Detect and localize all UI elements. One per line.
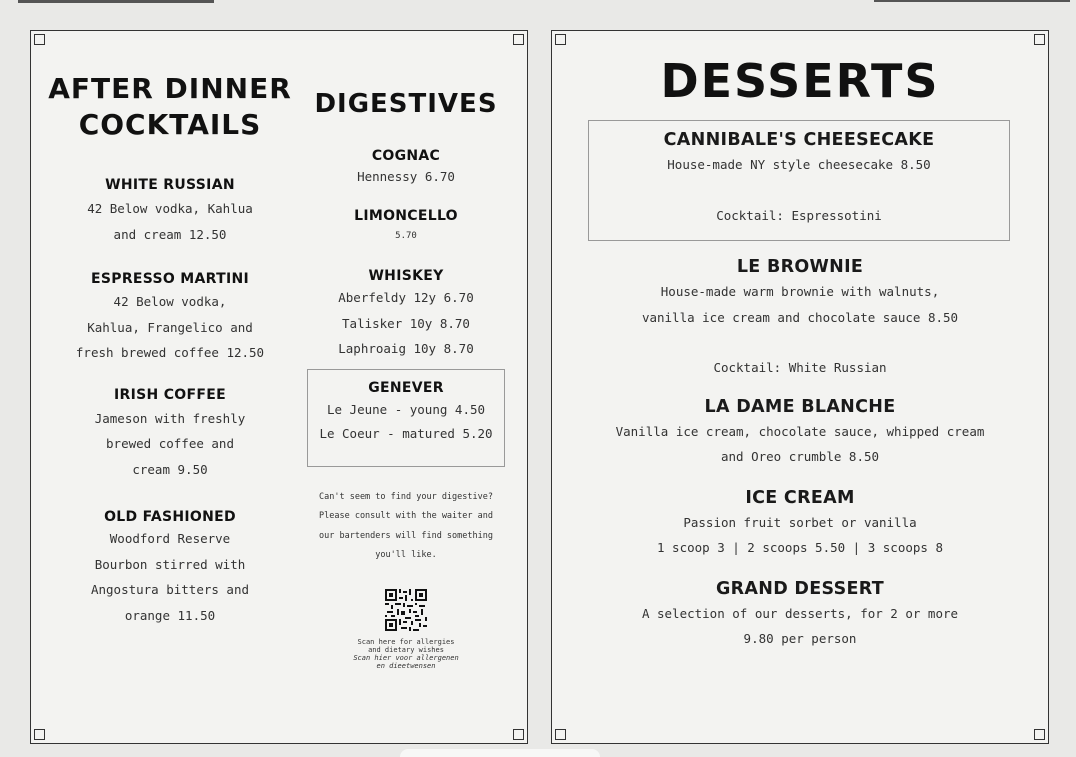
corner-ornament bbox=[1034, 34, 1045, 45]
dessert-name: LA DAME BLANCHE bbox=[704, 396, 896, 417]
digestive-item: Aberfeldy 12y 6.70 bbox=[338, 290, 474, 305]
note-line: our bartenders will find something bbox=[319, 530, 493, 541]
qr-code[interactable] bbox=[385, 589, 427, 631]
item-desc-line: 42 Below vodka, Kahlua bbox=[87, 201, 253, 216]
dessert-dame-blanche bbox=[572, 397, 1028, 470]
corner-ornament bbox=[1034, 729, 1045, 740]
item-desc-line: Kahlua, Frangelico and bbox=[87, 319, 253, 335]
digestives-column bbox=[301, 87, 511, 670]
item-name: OLD FASHIONED bbox=[104, 509, 236, 525]
digestive-name: LIMONCELLO bbox=[354, 208, 458, 224]
dessert-desc-line: House-made NY style cheesecake 8.50 bbox=[667, 157, 931, 172]
cocktails-title bbox=[45, 71, 295, 143]
digestive-limoncello bbox=[301, 208, 511, 249]
qr-caption bbox=[301, 638, 511, 670]
dessert-desc-line: A selection of our desserts, for 2 or more bbox=[641, 605, 959, 621]
item-desc-line: cream 9.50 bbox=[132, 461, 208, 477]
item-desc-line: orange 11.50 bbox=[124, 607, 216, 623]
qr-caption-line: Scan hier voor allergenen bbox=[353, 653, 459, 662]
digestive-item: Le Coeur - matured 5.20 bbox=[319, 425, 493, 441]
dessert-desc-line: House-made warm brownie with walnuts, bbox=[660, 284, 940, 299]
digestive-note bbox=[301, 488, 511, 566]
digestive-item: Talisker 10y 8.70 bbox=[342, 315, 470, 331]
digestive-name: WHISKEY bbox=[368, 268, 444, 284]
corner-ornament bbox=[555, 34, 566, 45]
dessert-desc-line: vanilla ice cream and chocolate sauce 8.50 bbox=[641, 309, 959, 325]
corner-ornament bbox=[513, 729, 524, 740]
qr-caption-line: and dietary wishes bbox=[368, 645, 444, 654]
top-edge-left bbox=[18, 0, 214, 3]
item-desc-line: Angostura bitters and bbox=[90, 582, 250, 597]
digestive-cognac bbox=[301, 148, 511, 189]
corner-ornament bbox=[34, 34, 45, 45]
corner-ornament bbox=[34, 729, 45, 740]
item-desc-line: brewed coffee and bbox=[106, 436, 234, 451]
qr-caption-line: Scan here for allergies bbox=[357, 637, 455, 646]
cocktails-column bbox=[45, 71, 295, 628]
digestive-item: Hennessy 6.70 bbox=[357, 169, 455, 184]
qr-code-icon bbox=[385, 589, 427, 631]
qr-caption-line: en dieetwensen bbox=[376, 661, 436, 670]
corner-ornament bbox=[555, 729, 566, 740]
dessert-brownie bbox=[572, 257, 1028, 381]
item-desc-line: fresh brewed coffee 12.50 bbox=[75, 345, 265, 360]
digestive-item: Laphroaig 10y 8.70 bbox=[338, 341, 474, 356]
digestive-item: Le Jeune - young 4.50 bbox=[326, 401, 486, 417]
dessert-name: ICE CREAM bbox=[745, 487, 855, 508]
digestives-title: DIGESTIVES bbox=[314, 89, 498, 119]
desserts-title: DESSERTS bbox=[660, 54, 940, 108]
item-desc-line: Bourbon stirred with bbox=[94, 556, 246, 572]
dessert-cheesecake bbox=[588, 120, 1010, 241]
note-line: you'll like. bbox=[375, 550, 437, 560]
item-name: IRISH COFFEE bbox=[114, 386, 226, 403]
menu-item-espresso-martini bbox=[45, 271, 295, 366]
top-edge-right bbox=[874, 0, 1070, 2]
right-menu-page bbox=[551, 30, 1049, 744]
menu-item-old-fashioned bbox=[45, 509, 295, 628]
dessert-desc-line: 1 scoop 3 | 2 scoops 5.50 | 3 scoops 8 bbox=[657, 540, 943, 555]
dessert-cocktail: Cocktail: Espressotini bbox=[716, 207, 882, 223]
digestive-item: 5.70 bbox=[395, 231, 417, 241]
dessert-name: LE BROWNIE bbox=[736, 257, 864, 277]
cocktails-title-line2: COCKTAILS bbox=[78, 108, 262, 141]
desserts-column bbox=[572, 53, 1028, 652]
dessert-name: CANNIBALE'S CHEESECAKE bbox=[663, 130, 935, 150]
digestive-whiskey bbox=[301, 268, 511, 362]
left-menu-page bbox=[30, 30, 528, 744]
dessert-desc-line: 9.80 per person bbox=[743, 631, 857, 646]
dessert-desc-line: Vanilla ice cream, chocolate sauce, whipped cream bbox=[615, 423, 985, 439]
page-fold-hint bbox=[400, 749, 600, 757]
item-name: WHITE RUSSIAN bbox=[105, 177, 235, 193]
dessert-desc-line: and Oreo crumble 8.50 bbox=[720, 449, 880, 464]
menu-item-irish-coffee bbox=[45, 387, 295, 483]
item-desc-line: Jameson with freshly bbox=[94, 410, 246, 426]
cocktails-title-line1: AFTER DINNER bbox=[48, 72, 292, 105]
digestive-name: COGNAC bbox=[371, 148, 441, 164]
digestive-name: GENEVER bbox=[368, 379, 444, 396]
menu-item-white-russian bbox=[45, 177, 295, 247]
note-line: Can't seem to find your digestive? bbox=[319, 491, 493, 502]
genever-box bbox=[307, 369, 505, 467]
corner-ornament bbox=[513, 34, 524, 45]
item-desc-line: Woodford Reserve bbox=[109, 531, 231, 546]
item-name: ESPRESSO MARTINI bbox=[91, 271, 249, 287]
item-desc-line: 42 Below vodka, bbox=[113, 294, 227, 309]
item-desc-line: and cream 12.50 bbox=[113, 226, 227, 242]
dessert-grand-dessert bbox=[572, 579, 1028, 652]
dessert-name: GRAND DESSERT bbox=[715, 578, 885, 599]
dessert-desc-line: Passion fruit sorbet or vanilla bbox=[683, 514, 917, 530]
dessert-ice-cream bbox=[572, 488, 1028, 561]
note-line: Please consult with the waiter and bbox=[319, 511, 493, 521]
dessert-cocktail: Cocktail: White Russian bbox=[713, 360, 887, 375]
